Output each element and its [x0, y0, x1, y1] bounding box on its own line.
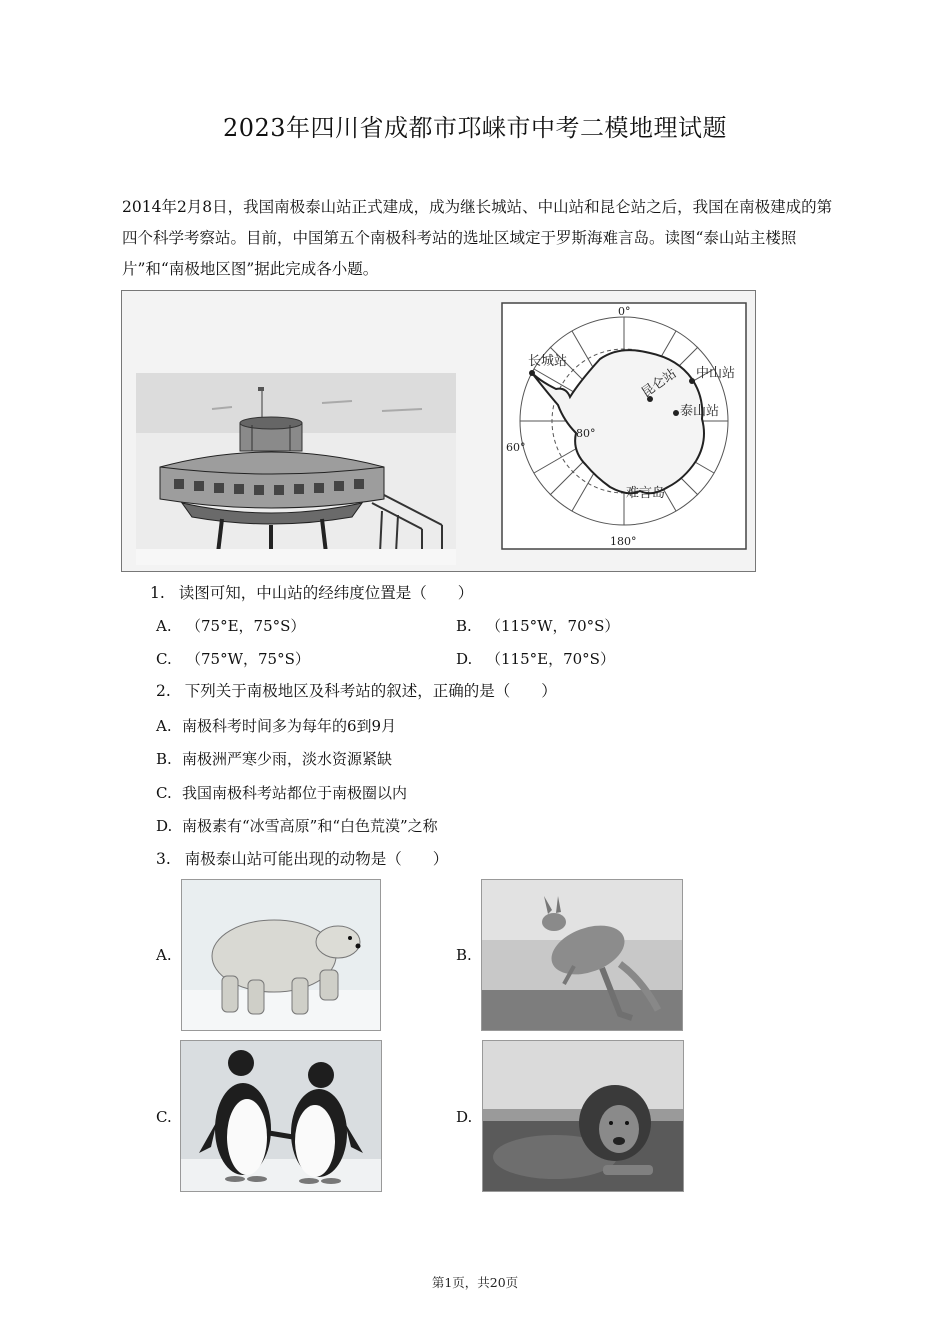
q1-option-d: D. （115°E，70°S） [456, 650, 615, 668]
question-2 [156, 680, 557, 702]
question-1 [150, 582, 473, 604]
q2-option-b: B. 南极洲严寒少雨，淡水资源紧缺 [156, 750, 393, 768]
map-label-lon180: 180° [610, 535, 637, 548]
lion-image [482, 1040, 684, 1192]
polar-bear-image [181, 879, 381, 1031]
kangaroo-image [481, 879, 683, 1031]
q2-option-c: C. 我国南极科考站都位于南极圈以内 [156, 784, 408, 802]
page-title: 2023年四川省成都市邛崃市中考二模地理试题 [222, 114, 728, 142]
map-label-lon0: 0° [618, 305, 631, 318]
figure-panel [121, 290, 756, 572]
q3-option-a-letter: A. [156, 946, 172, 964]
page-footer: 第1页，共20页 [431, 1275, 519, 1290]
map-label-changcheng: 长城站 [528, 354, 568, 369]
q3-option-d-letter: D. [456, 1108, 473, 1126]
q2-option-a: A. 南极科考时间多为每年的6到9月 [156, 717, 397, 735]
q2-option-d: D. 南极素有“冰雪高原”和“白色荒漠”之称 [156, 817, 438, 835]
question-number: 2. [156, 682, 171, 700]
map-label-nanyan: 难言岛 [626, 486, 666, 501]
q1-option-c: C. （75°W，75°S） [156, 650, 310, 668]
q3-option-b-letter: B. [456, 946, 472, 964]
q1-option-a: A. （75°E，75°S） [156, 617, 306, 635]
map-label-taishan: 泰山站 [680, 404, 720, 419]
map-label-lat60: 60° [506, 441, 526, 454]
q1-option-b: B. （115°W，70°S） [456, 617, 620, 635]
map-label-zhongshan: 中山站 [696, 366, 736, 381]
question-text: 下列关于南极地区及科考站的叙述，正确的是（ ） [184, 682, 557, 700]
map-label-kunlun: 昆仑站 [638, 366, 680, 401]
question-text: 南极泰山站可能出现的动物是（ ） [184, 850, 449, 868]
question-text: 读图可知，中山站的经纬度位置是（ ） [178, 584, 474, 602]
question-number: 1. [150, 584, 165, 602]
intro-paragraph: 2014年2月8日，我国南极泰山站正式建成，成为继长城站、中山站和昆仑站之后，我国在南极建成的第四个科学考察站。目前，中国第五个南极科考站的选址区域定于罗斯海难言岛。读图“泰山站主楼照片”和“南极地区图”据此完成各小题。 [122, 198, 833, 278]
map-label-lat80: 80° [576, 427, 596, 440]
penguins-image [180, 1040, 382, 1192]
antarctic-map [500, 301, 748, 551]
question-number: 3. [156, 850, 171, 868]
q3-option-c-letter: C. [156, 1108, 172, 1126]
question-3 [156, 848, 448, 870]
